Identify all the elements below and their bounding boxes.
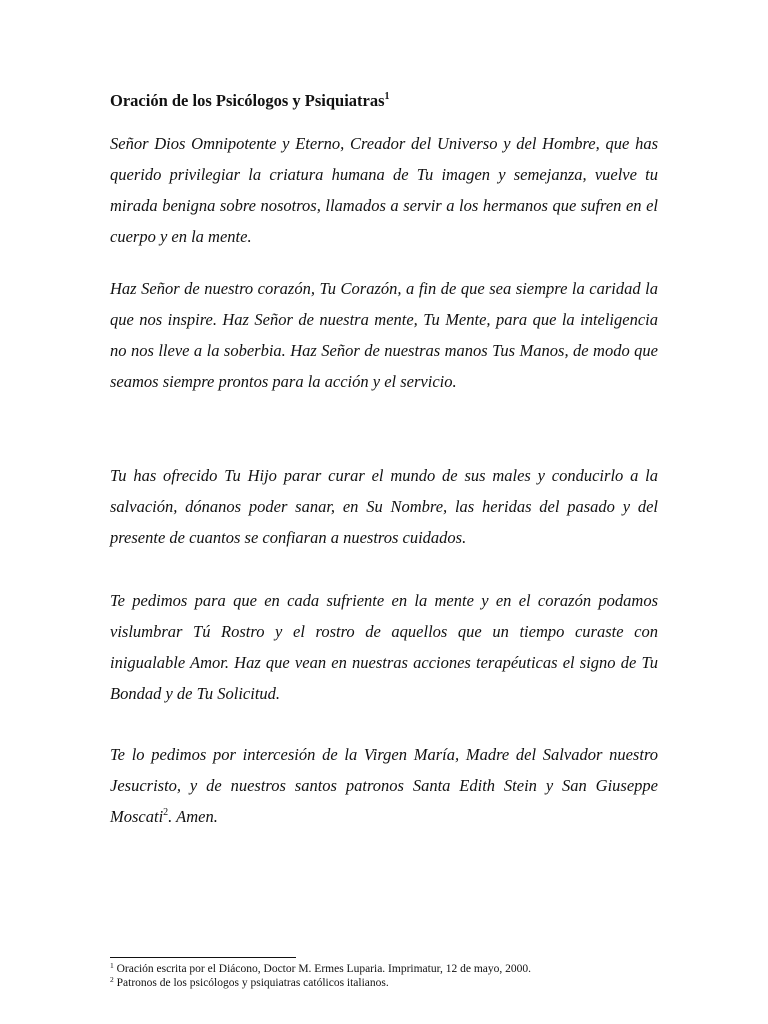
- title-footnote-ref: 1: [384, 91, 390, 102]
- paragraph-5: [110, 739, 658, 832]
- paragraph-5-footnote-ref: 2: [163, 807, 169, 818]
- footnote-2-text: Patronos de los psicólogos y psiquiatras católicos italianos.: [116, 977, 389, 989]
- paragraph-5-text-after: . Amen.: [168, 807, 218, 826]
- footnote-1-mark: 1: [110, 961, 114, 970]
- footnote-2-mark: 2: [110, 975, 114, 984]
- page-title: [110, 90, 390, 112]
- title-text: Oración de los Psicólogos y Psiquiatras: [110, 91, 385, 110]
- paragraph-4: Te pedimos para que en cada sufriente en la mente y en el corazón podamos vislumbrar Tú Rostro y el rostro de aquellos que un tiempo curaste con inigualable Amor. Haz que vean en nuestras acciones terapéuticas el signo de Tu Bondad y de Tu Solicitud.: [110, 591, 658, 703]
- footnote-divider: [110, 957, 296, 958]
- paragraph-2: Haz Señor de nuestro corazón, Tu Corazón, a fin de que sea siempre la caridad la que nos inspire. Haz Señor de nuestra mente, Tu Mente, para que la inteligencia no nos lleve a la soberbia. Haz Señor de nuestras manos Tus Manos, de modo que seamos siempre prontos para la acción y el servicio.: [110, 279, 658, 391]
- paragraph-3: Tu has ofrecido Tu Hijo parar curar el mundo de sus males y conducirlo a la salvación, dónanos poder sanar, en Su Nombre, las heridas del pasado y del presente de cuantos se confiaran a nuestros cuidados.: [110, 466, 658, 547]
- footnote-1: [110, 962, 710, 976]
- paragraph-5-text-before: Te lo pedimos por intercesión de la Virgen María, Madre del Salvador nuestro Jesucristo, y de nuestros santos patronos Santa Edith Stein y San Giuseppe Moscati: [110, 745, 658, 826]
- paragraph-1: Señor Dios Omnipotente y Eterno, Creador del Universo y del Hombre, que has querido privilegiar la criatura humana de Tu imagen y semejanza, vuelve tu mirada benigna sobre nosotros, llamados a servir a los hermanos que sufren en el cuerpo y en la mente.: [110, 134, 658, 246]
- footnote-1-text: Oración escrita por el Diácono, Doctor M. Ermes Luparia. Imprimatur, 12 de mayo, 2000.: [116, 963, 531, 975]
- footnotes: [110, 962, 710, 990]
- footnote-2: [110, 976, 710, 990]
